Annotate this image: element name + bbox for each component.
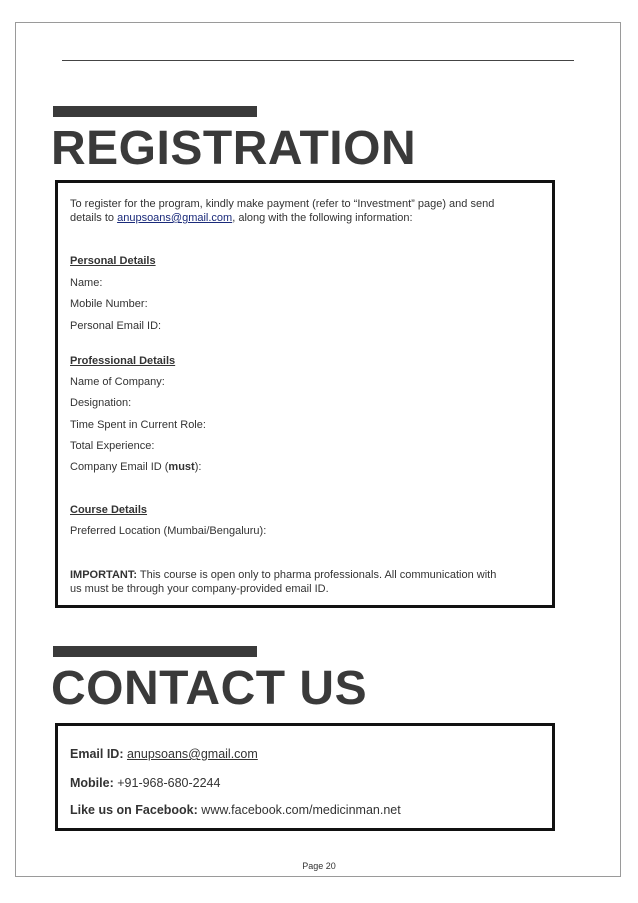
important-line2: us must be through your company-provided email ID.	[70, 583, 329, 595]
registration-box	[55, 180, 555, 608]
registration-intro-line1: To register for the program, kindly make payment (refer to “Investment” page) and send	[70, 198, 495, 210]
field-total-experience: Total Experience:	[70, 440, 155, 452]
intro-prefix: details to	[70, 212, 118, 224]
page-number: Page 20	[302, 861, 336, 871]
personal-details-heading: Personal Details	[70, 255, 156, 267]
important-text: This course is open only to pharma professionals. All communication with	[137, 569, 497, 581]
contact-email-label: Email ID:	[70, 747, 124, 761]
field-name: Name:	[70, 277, 103, 289]
top-rule	[62, 60, 574, 61]
field-company-name: Name of Company:	[70, 376, 165, 388]
registration-accent-bar	[53, 106, 257, 117]
registration-intro-line2	[70, 211, 413, 225]
company-email-must: must	[168, 461, 195, 473]
contact-facebook-label: Like us on Facebook:	[70, 803, 198, 817]
company-email-prefix: Company Email ID (	[70, 461, 169, 473]
field-company-email	[70, 460, 201, 474]
professional-details-heading: Professional Details	[70, 355, 176, 367]
contact-mobile-line	[70, 775, 220, 791]
field-time-in-role: Time Spent in Current Role:	[70, 419, 206, 431]
field-preferred-location: Preferred Location (Mumbai/Bengaluru):	[70, 525, 267, 537]
contact-facebook-line	[70, 802, 401, 818]
registration-email-link[interactable]: anupsoans@gmail.com	[117, 212, 233, 224]
registration-title: REGISTRATION	[51, 122, 417, 175]
intro-suffix: , along with the following information:	[232, 212, 413, 224]
course-details-heading: Course Details	[70, 504, 148, 516]
contact-accent-bar	[53, 646, 257, 657]
field-personal-email: Personal Email ID:	[70, 320, 162, 332]
contact-mobile-value: +91-968-680-2244	[117, 776, 221, 790]
contact-email-line	[70, 746, 258, 762]
contact-mobile-label: Mobile:	[70, 776, 114, 790]
company-email-suffix: ):	[194, 461, 202, 473]
contact-box	[55, 723, 555, 831]
contact-title: CONTACT US	[51, 662, 368, 715]
important-line1	[70, 568, 496, 582]
contact-facebook-link[interactable]: www.facebook.com/medicinman.net	[201, 803, 401, 817]
contact-email-link[interactable]: anupsoans@gmail.com	[126, 747, 258, 761]
important-label: IMPORTANT:	[70, 569, 138, 581]
field-designation: Designation:	[70, 397, 132, 409]
field-mobile-number: Mobile Number:	[70, 298, 148, 310]
